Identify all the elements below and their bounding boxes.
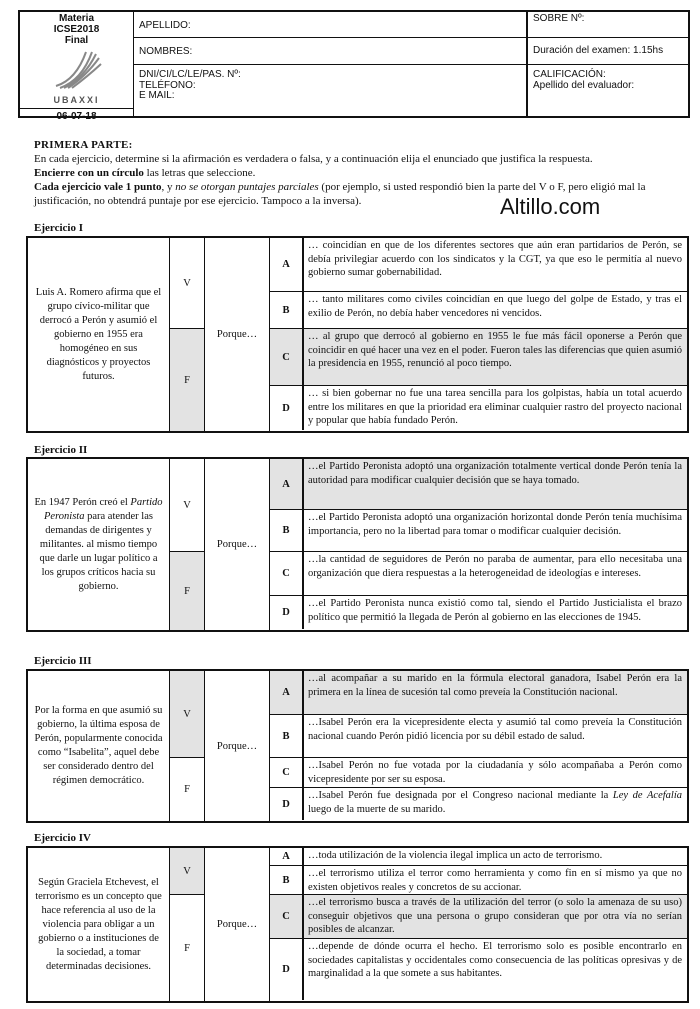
option-letter-c[interactable]: C xyxy=(270,757,304,787)
option-text-d: …depende de dónde ocurra el hecho. El terrorismo solo es posible encontrarlo en sociedades capitalistas y occidentales como consecuencia de las políticas opresivas y de marginalidad a la que somete a sus habitantes. xyxy=(304,938,687,1000)
option-letter-d[interactable]: D xyxy=(270,938,304,1000)
student-info-block xyxy=(134,12,526,116)
true-option[interactable]: V xyxy=(170,238,205,328)
option-letter-d[interactable]: D xyxy=(270,787,304,820)
option-text-b: … tanto militares como civiles coincidían en que luego del golpe de Estado, y tras el exilio de Perón, no debía haber vencedores ni vencidos. xyxy=(304,291,687,328)
apellido-field[interactable]: APELLIDO: xyxy=(134,12,526,38)
option-text-c: …el terrorismo busca a través de la utilización del terror (o solo la amenaza de su uso) conseguir objetivos que una persona o grupo consideran que por otra vía no serían posibles de alcanzar. xyxy=(304,894,687,938)
option-text-c: …la cantidad de seguidores de Perón no paraba de aumentar, para ello necesitaba una organización que diera respuestas a la heterogeneidad de ideologías e intereses. xyxy=(304,551,687,595)
option-letter-d[interactable]: D xyxy=(270,595,304,629)
exercise-table xyxy=(26,669,689,823)
instruction-line-2 xyxy=(34,166,684,180)
option-text-b: …Isabel Perón era la vicepresidente electa y asumió tal como preveía la Constitución nacional cuando Perón pidió licencia por su débil estado de salud. xyxy=(304,714,687,757)
instruction-text: , y xyxy=(161,181,176,193)
porque-label: Porque… xyxy=(205,671,270,821)
statement-text: para atender las demandas de dirigentes y militantes. al mismo tiempo que darle un lugar político a los grupos críticos hacia su gobierno. xyxy=(39,510,158,592)
option-letter-d[interactable]: D xyxy=(270,385,304,430)
calificacion-field[interactable]: CALIFICACIÓN: xyxy=(533,69,606,80)
exercise-title: Ejercicio IV xyxy=(34,832,91,844)
statement-text xyxy=(34,496,163,594)
materia-label: Materia xyxy=(58,13,94,24)
option-letter-a[interactable]: A xyxy=(270,671,304,714)
option-text: …Isabel Perón fue designada por el Congreso nacional mediante la xyxy=(308,790,613,801)
option-text-b: …el Partido Peronista adoptó una organización horizontal donde Perón tenía muchísima importancia, pero no la libertad para tomar o modificar cualquier decisión. xyxy=(304,509,687,551)
option-letter-a[interactable]: A xyxy=(270,238,304,291)
instruction-text: (por ejemplo, si usted respondió bien la parte del V o F, pero eligió mal la justificación, no obtendrá puntaje por ese ejercicio. Tampoco a la inversa). xyxy=(34,181,646,207)
option-text-a: …al acompañar a su marido en la fórmula electoral ganadora, Isabel Perón era la primera en la línea de sucesión tal como preveía la Constitución nacional. xyxy=(304,671,687,714)
option-text-a: …toda utilización de la violencia ilegal implica un acto de terrorismo. xyxy=(308,850,603,861)
exercise-title: Ejercicio II xyxy=(34,444,88,456)
exercise-title: Ejercicio III xyxy=(34,655,92,667)
instruction-line-1: En cada ejercicio, determine si la afirmación es verdadera o falsa, y a continuación elija el enunciado que justifica la respuesta. xyxy=(34,153,593,165)
statement xyxy=(28,459,170,630)
grading-block xyxy=(526,12,688,116)
subject-block xyxy=(20,12,134,122)
option-italic: Ley de Acefalía xyxy=(612,790,682,801)
option-letter-c[interactable]: C xyxy=(270,328,304,385)
instruction-italic: no se otorgan puntajes parciales xyxy=(175,181,319,193)
true-option[interactable]: V xyxy=(170,848,205,894)
false-option[interactable]: F xyxy=(170,757,205,821)
evaluador-field[interactable]: Apellido del evaluador: xyxy=(533,80,635,91)
option-letter-b[interactable]: B xyxy=(270,865,304,894)
option-text-a: …el Partido Peronista adoptó una organización totalmente vertical donde Perón tenía la autoridad para modificar cualquier decisión que se haya tomado. xyxy=(304,459,687,509)
option-letter-b[interactable]: B xyxy=(270,291,304,328)
false-option[interactable]: F xyxy=(170,551,205,630)
section-title: PRIMERA PARTE: xyxy=(34,139,133,151)
option-text-a: … coincidían en que de los diferentes sectores que aún eran partidarios de Perón, se debía privilegiar acuerdo con los sindicatos y la CGT, ya que eso le permitía al nuevo gobierno sumar gobernabilidad. xyxy=(308,240,682,278)
exam-header xyxy=(18,10,690,122)
option-letter-c[interactable]: C xyxy=(270,551,304,595)
exam-type: Final xyxy=(64,35,89,46)
option-letter-a[interactable]: A xyxy=(270,459,304,509)
true-option[interactable]: V xyxy=(170,671,205,757)
logo-text: UBAXXI xyxy=(53,95,100,105)
statement-text: Según Graciela Etchevest, el terrorismo es un concepto que hace referencia al uso de la violencia para obligar a un gobierno o a instituciones de la sociedad, a tomar determinadas decisiones. xyxy=(35,876,162,972)
statement xyxy=(28,671,170,821)
false-option[interactable]: F xyxy=(170,894,205,1001)
watermark: Altillo.com xyxy=(500,194,601,219)
duration-text: Duración del examen: 1.15hs xyxy=(528,38,688,65)
instruction-bold: Cada ejercicio vale 1 punto xyxy=(34,181,162,193)
instruction-text: las letras que seleccione. xyxy=(143,167,256,179)
statement xyxy=(28,238,170,431)
instruction-bold: Encierre con un círculo xyxy=(34,167,144,179)
telefono-field[interactable]: TELÉFONO: xyxy=(139,79,196,91)
option-text-b: …el terrorismo utiliza el terror como herramienta y como fin en sí mismo ya que no existen objetivos reales y concretos de su accionar. xyxy=(304,865,687,894)
exercise-table xyxy=(26,457,689,632)
porque-label: Porque… xyxy=(205,238,270,431)
statement-text: Luis A. Romero afirma que el grupo cívico-militar que derrocó a Perón y asumió el gobierno en 1955 era homogéneo en sus diagnósticos y proyectos futuros. xyxy=(35,286,162,382)
false-option[interactable]: F xyxy=(170,328,205,431)
option-letter-b[interactable]: B xyxy=(270,714,304,757)
materia-code: ICSE2018 xyxy=(53,24,100,35)
option-text-d: … si bien gobernar no fue una tarea sencilla para los golpistas, había un total acuerdo entre los militares en que la prioridad era eliminar cualquier rastro del proyecto nacional y popular que había fundado Perón. xyxy=(304,385,687,430)
email-field[interactable]: E MAIL: xyxy=(139,90,175,101)
nombres-field[interactable]: NOMBRES: xyxy=(134,38,526,65)
option-letter-b[interactable]: B xyxy=(270,509,304,551)
option-letter-c[interactable]: C xyxy=(270,894,304,938)
porque-label: Porque… xyxy=(205,459,270,630)
exercise-title: Ejercicio I xyxy=(34,222,83,234)
option-text-c: … al grupo que derrocó al gobierno en 1955 le fue más fácil oponerse a Perón que coincidir en qué hacer una vez en el poder. Fueron tales las diferencias que quien asumió la presidencia en 1955, renunció al poco tiempo. xyxy=(304,328,687,385)
sobre-field[interactable]: SOBRE Nº: xyxy=(528,12,688,38)
ubaxxi-logo-icon xyxy=(52,50,102,90)
option-text: luego de la muerte de su marido. xyxy=(308,803,446,815)
option-text-c: …Isabel Perón no fue votada por la ciudadanía y sólo acompañaba a Perón como vicepresidente por ser su esposa. xyxy=(304,757,687,787)
dni-field[interactable]: DNI/CI/LC/LE/PAS. Nº: xyxy=(139,69,241,80)
statement-text: Por la forma en que asumió su gobierno, la última esposa de Perón, popularmente conocida como “Isabelita”, aquel debe ser considerado dentro del régimen democrático. xyxy=(34,705,163,786)
true-option[interactable]: V xyxy=(170,459,205,551)
exam-date: 06-07-18 xyxy=(20,108,133,122)
option-text-d: …el Partido Peronista nunca existió como tal, siendo el Partido Justicialista el brazo político que permitió la llegada de Perón al gobierno en las elecciones de 1945. xyxy=(304,595,687,629)
option-text-d xyxy=(304,787,687,820)
statement-italic: Partido Peronista xyxy=(44,496,163,522)
exercise-table xyxy=(26,846,689,1003)
statement-text: En 1947 Perón creó el xyxy=(34,496,131,508)
option-letter-a[interactable]: A xyxy=(270,848,304,865)
statement xyxy=(28,848,170,1001)
exercise-table xyxy=(26,236,689,433)
porque-label: Porque… xyxy=(205,848,270,1001)
